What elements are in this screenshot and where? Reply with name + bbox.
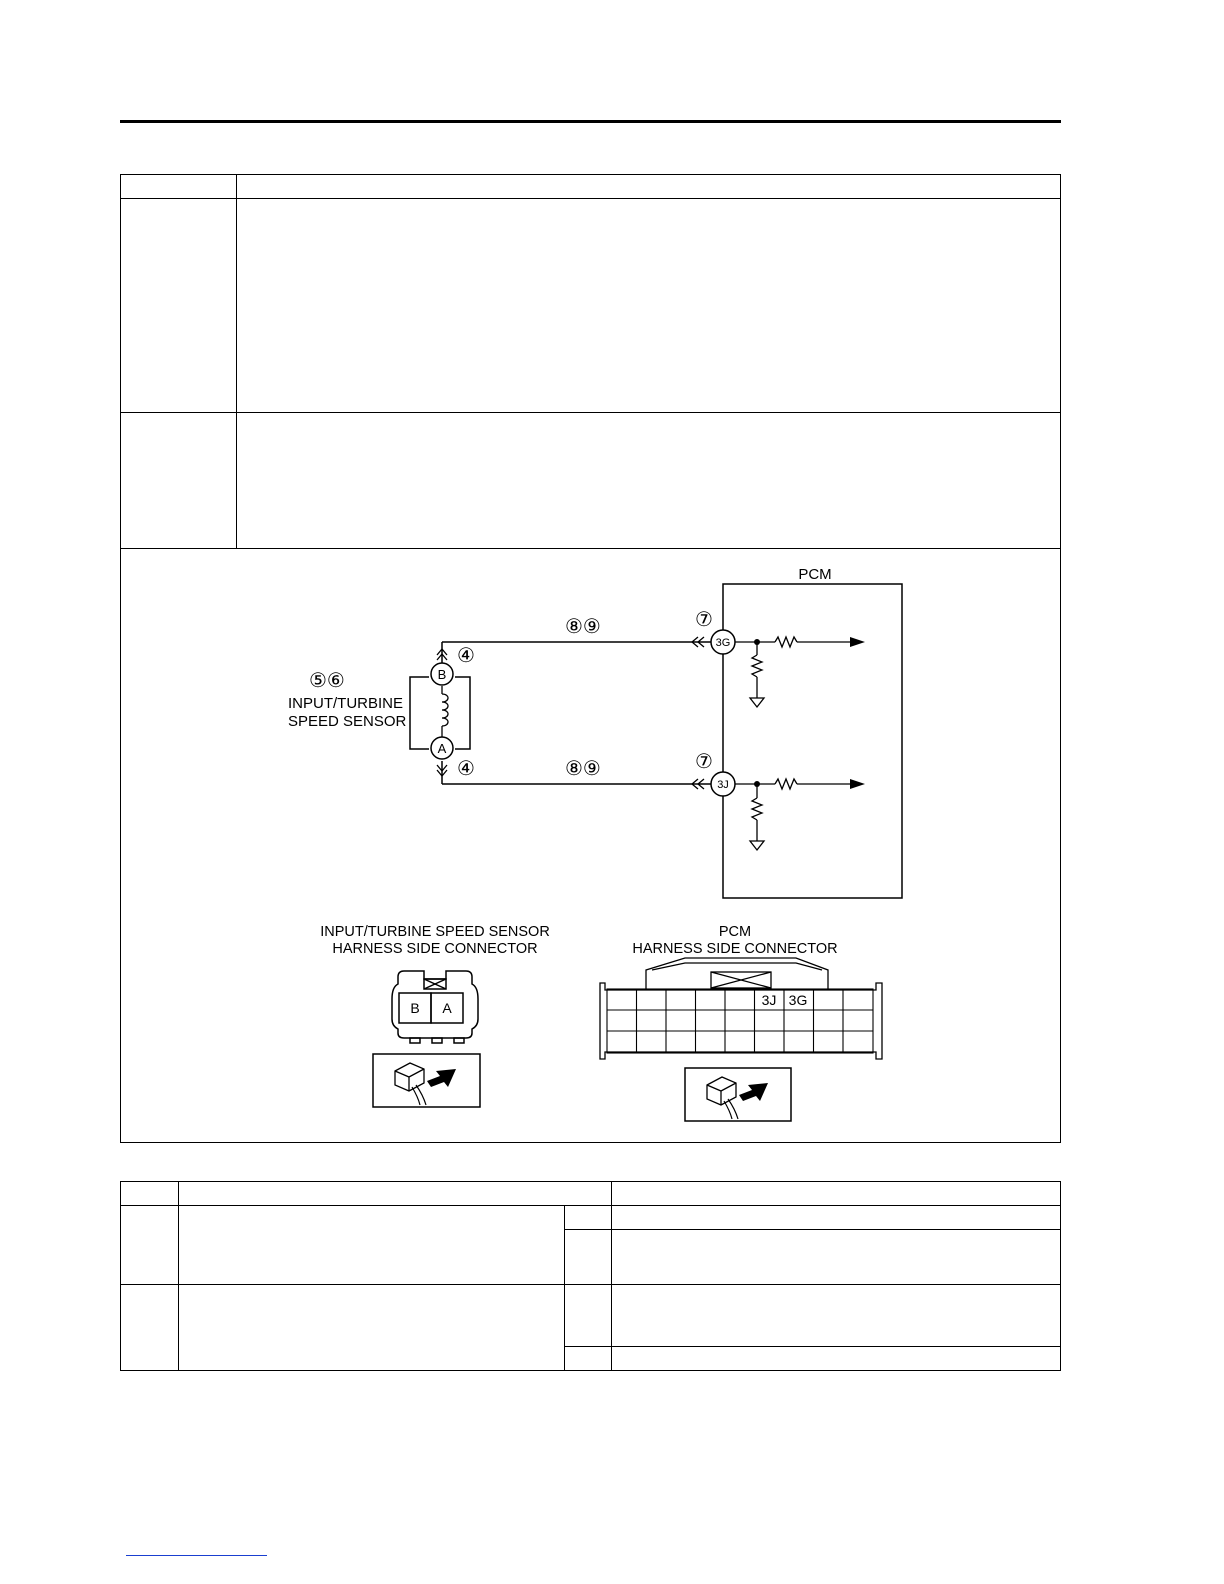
sensor-connector-pin-b: B — [410, 1000, 420, 1016]
pcm-connector-pin-3j: 3J — [761, 992, 777, 1008]
detection-table-row-divider — [121, 412, 1060, 413]
sensor-harness-connector — [392, 971, 478, 1043]
footer-link[interactable] — [126, 1555, 267, 1556]
sensor-body — [455, 677, 470, 749]
procedure-row1-yes-divider — [564, 1229, 1060, 1230]
sensor-coil — [442, 694, 448, 726]
svg-text:3J: 3J — [717, 779, 729, 791]
sensor-connector-callout-top: ④ — [457, 645, 475, 667]
detection-table-column-divider — [236, 175, 237, 548]
pcm-input-circuit-top — [735, 637, 850, 707]
pcm-box — [723, 584, 902, 898]
procedure-step-column-divider — [178, 1182, 179, 1370]
svg-text:B: B — [437, 667, 447, 682]
pcm-input-circuit-bottom — [735, 779, 850, 850]
wire-callout-top: ⑧⑨ — [565, 616, 601, 638]
sensor-connector-title-line1: INPUT/TURBINE SPEED SENSOR — [320, 924, 550, 940]
sensor-callout: ⑤⑥ — [309, 670, 345, 692]
header-rule — [120, 120, 1061, 123]
pcm-connector-title-line2: HARNESS SIDE CONNECTOR — [632, 941, 838, 957]
pcm-title: PCM — [798, 566, 832, 583]
sensor-connector-callout-bottom: ④ — [457, 758, 475, 780]
procedure-row2-yes-divider — [564, 1346, 1060, 1347]
procedure-table-header-divider — [121, 1205, 1060, 1206]
procedure-action-column-divider — [611, 1182, 612, 1370]
wire-callout-bottom: ⑧⑨ — [565, 758, 601, 780]
svg-text:3G: 3G — [715, 637, 731, 649]
procedure-result-column-divider — [564, 1205, 565, 1370]
pcm-connector-callout-top: ⑦ — [695, 609, 713, 631]
pcm-connector-pin-3g: 3G — [788, 992, 808, 1008]
diagnostic-procedure-table — [120, 1181, 1061, 1371]
sensor-connector-pin-a: A — [442, 1000, 452, 1016]
procedure-row-divider — [121, 1284, 1060, 1285]
wiring-diagram — [120, 549, 1060, 1142]
sensor-connector-title-line2: HARNESS SIDE CONNECTOR — [332, 941, 538, 957]
sensor-name-line1: INPUT/TURBINE — [288, 695, 404, 712]
sensor-name-line2: SPEED SENSOR — [288, 713, 407, 730]
pcm-harness-connector — [600, 958, 882, 1059]
pcm-connector-view-icon — [685, 1068, 791, 1121]
pcm-connector-pin-grid — [607, 989, 873, 1053]
pcm-connector-title-line1: PCM — [718, 924, 752, 940]
detection-table-header-divider — [121, 198, 1060, 199]
svg-text:A: A — [437, 741, 447, 756]
pcm-connector-callout-bottom: ⑦ — [695, 751, 713, 773]
sensor-connector-view-icon — [373, 1054, 480, 1107]
